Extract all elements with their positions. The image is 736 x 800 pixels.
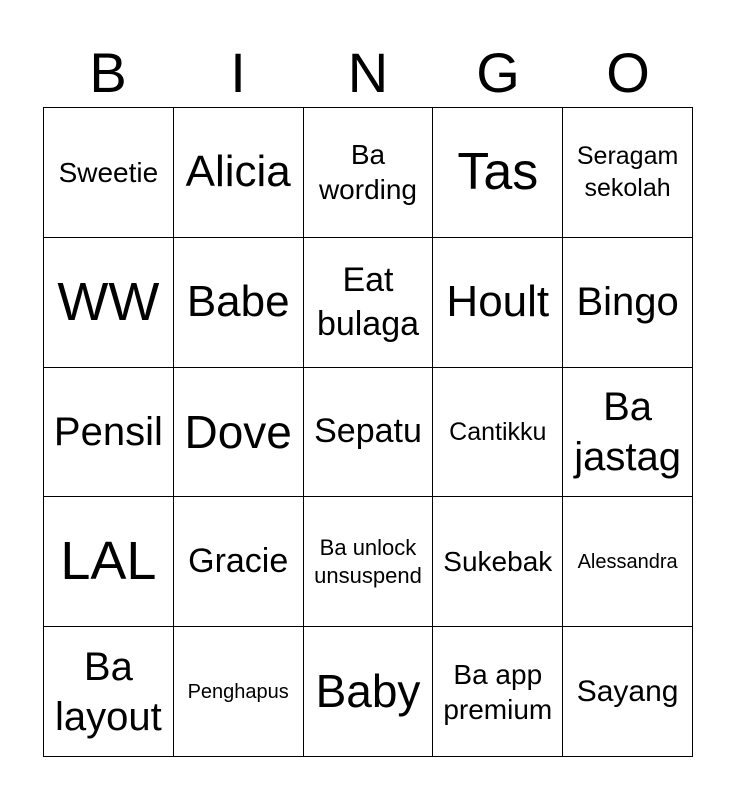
- header-letter-g: G: [476, 41, 520, 104]
- bingo-header: [43, 38, 693, 108]
- bingo-cell[interactable]: [44, 627, 174, 757]
- bingo-cell[interactable]: [174, 108, 304, 238]
- cell-label: Pensil: [53, 409, 163, 454]
- cell-label: Sayang: [576, 674, 679, 708]
- header-letter-b: B: [89, 41, 127, 104]
- cell-label: Tas: [457, 142, 539, 201]
- bingo-card-grid: [43, 107, 693, 757]
- header-letter-i: I: [230, 41, 246, 104]
- bingo-cell[interactable]: [304, 368, 434, 498]
- cell-label: Cantikku: [449, 417, 547, 446]
- bingo-cell[interactable]: [174, 368, 304, 498]
- bingo-cell[interactable]: [563, 627, 693, 757]
- bingo-cell[interactable]: [304, 238, 434, 368]
- cell-label: Dove: [184, 405, 292, 458]
- bingo-cell[interactable]: [563, 497, 693, 627]
- header-letter-n: N: [347, 41, 389, 104]
- bingo-cell[interactable]: [563, 108, 693, 238]
- cell-label: Babe: [186, 276, 290, 326]
- bingo-cell[interactable]: [304, 108, 434, 238]
- cell-label: Alessandra: [577, 550, 678, 573]
- cell-label: WW: [57, 271, 160, 332]
- cell-label: Seragam sekolah: [576, 141, 679, 203]
- cell-label: Hoult: [446, 276, 550, 326]
- bingo-cell[interactable]: [304, 497, 434, 627]
- bingo-cell[interactable]: [433, 108, 563, 238]
- cell-label: Ba wording: [318, 139, 418, 206]
- bingo-cell[interactable]: [44, 368, 174, 498]
- cell-label: Alicia: [185, 147, 291, 197]
- bingo-cell[interactable]: [304, 627, 434, 757]
- cell-label: Sweetie: [58, 156, 159, 188]
- bingo-cell[interactable]: [433, 368, 563, 498]
- header-letter-o: O: [606, 41, 650, 104]
- bingo-cell[interactable]: [174, 238, 304, 368]
- bingo-cell[interactable]: [433, 238, 563, 368]
- cell-label: Eat bulaga: [316, 261, 420, 344]
- cell-label: Baby: [315, 665, 421, 718]
- bingo-cell[interactable]: [433, 497, 563, 627]
- cell-label: Gracie: [188, 542, 289, 581]
- bingo-cell[interactable]: [563, 368, 693, 498]
- cell-label: Penghapus: [187, 680, 289, 703]
- bingo-cell[interactable]: [44, 238, 174, 368]
- bingo-cell[interactable]: [44, 497, 174, 627]
- bingo-cell[interactable]: [44, 108, 174, 238]
- cell-label: Sukebak: [443, 546, 553, 578]
- cell-label: Ba app premium: [443, 658, 553, 725]
- bingo-cell[interactable]: [433, 627, 563, 757]
- bingo-cell[interactable]: [563, 238, 693, 368]
- cell-label: Ba unlock unsuspend: [314, 535, 422, 588]
- bingo-cell[interactable]: [174, 627, 304, 757]
- cell-label: Ba jastag: [574, 384, 681, 479]
- cell-label: LAL: [60, 531, 157, 592]
- cell-label: Sepatu: [314, 412, 422, 451]
- bingo-cell[interactable]: [174, 497, 304, 627]
- cell-label: Bingo: [576, 280, 679, 325]
- cell-label: Ba layout: [55, 644, 162, 739]
